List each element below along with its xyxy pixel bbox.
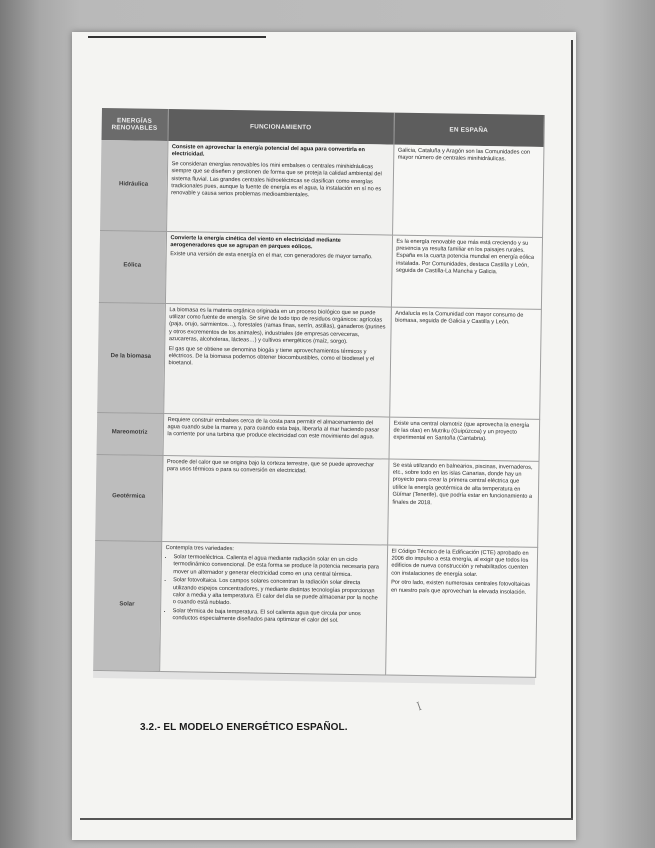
section-heading: 3.2.- EL MODELO ENERGÉTICO ESPAÑOL. — [140, 722, 348, 733]
spain-cell: Galicia, Cataluña y Aragón son las Comunidades con mayor número de centrales minihidráulicas. — [392, 145, 543, 237]
row-label: Hidráulica — [100, 140, 167, 231]
spain-cell: Existe una central olamotriz (que aprovecha la energía de las olas) en Mutriku (Guipúzcoa) y un proyecto experimental en Santoña (Cantabria). — [389, 417, 540, 461]
row-label: De la biomasa — [97, 302, 165, 413]
spain-cell: Se está utilizando en balnearios, piscinas, invernaderos, etc., sobre todo en las islas Canarias, donde hay un proyecto para crear la primera central eléctrica que utilice la energía geotérmica de alta temperatura en Güímar (Tenerife), que podría estar en funcionamiento a finales de 2018. — [387, 459, 538, 547]
func-cell: Requiere construir embalses cerca de la costa para permitir el almacenamiento del agua cuando sube la marea y, para cuando esta baja, liberarla al mar haciendo pasar la corriente por una turbina que produce electricidad con este movimiento del agua. — [163, 413, 390, 459]
page-edge-bottom — [80, 818, 573, 820]
list-item: • Solar térmica de baja temperatura. El sol calienta agua que circula por unos conductos especialmente diseñados para optimizar el calor del sol. — [172, 608, 381, 626]
header-en-espana: EN ESPAÑA — [393, 113, 543, 147]
func-cell — [163, 303, 391, 417]
solar-variety-list — [164, 554, 382, 626]
pencil-mark-icon: ꟾ — [416, 702, 424, 714]
row-label: Solar — [93, 540, 161, 671]
spain-cell: Es la energía renovable que más está creciendo y su presencia ya resulta familiar en los paisajes rurales. España es la cuarta potencia mundial en energía eólica instalada. Por Comunidades, destaca Castilla y León, seguida de Castilla-La Mancha y Galicia. — [391, 235, 542, 309]
renewable-energy-table — [93, 108, 544, 685]
page-edge-right — [571, 40, 573, 820]
row-label: Eólica — [99, 230, 166, 303]
func-p1: La biomasa es la materia orgánica originada en un proceso biológico que se puede utilizar como fuente de energía. Se sirve de todo tipo de residuos orgánicos: agrícolas (paja, orujo, sarmientos…), forestales (ramas finas, serrín, astillas), ganaderos (purines y otros excrementos de los animales), industriales (de empresas cerveceras, azucareras, alcoholeras, lácteas…) y cultivos energéticos (maíz, sorgo). — [168, 306, 386, 346]
func-cell — [159, 541, 387, 675]
list-item: • Solar termoeléctrica. Calienta el agua mediante radiación solar en un ciclo termodinámico convencional. De esta forma se produce la potencia necesaria para mover un alternador y generar electricidad como en una central térmica. — [173, 554, 382, 579]
table-row-biomasa — [97, 302, 541, 419]
row-label: Geotérmica — [95, 454, 162, 541]
table-row-geotermica — [95, 454, 538, 547]
func-text: Existe una versión de esta energía en el mar, con generadores de mayor tamaño. — [170, 251, 373, 261]
table-row-hidraulica — [100, 140, 543, 237]
func-text: Se consideran energías renovables los mini embalses o centrales minihidráulicas siempre que se diseñen y gestionen de forma que se proteja la calidad ambiental del sistema fluvial. Las grandes centrales hidroeléctricas se clasifican como energías tradicionales pues, aunque la fuente de energía es el agua, la instalación en sí no es renovable y causa serios problemas medioambientales. — [171, 160, 382, 199]
func-intro: Contempla tres variedades: — [165, 544, 235, 552]
func-cell: Procede del calor que se origina bajo la corteza terrestre, que se puede aprovechar para usos térmicos o para su conversión en electricidad. — [161, 455, 388, 545]
table-row-eolica — [99, 230, 542, 309]
table-row-mareomotriz — [97, 412, 540, 461]
spain-p1: El Código Técnico de la Edificación (CTE) aprobado en 2006 dio impulso a esta energía, al exigir que todos los edificios de nueva construcción y rehabilitados cuenten con instalaciones de energía solar. — [391, 548, 529, 578]
table-row-solar — [93, 540, 537, 677]
func-p2: El gas que se obtiene se denomina biogás y tiene aprovechamientos térmicos y eléctricos. De la biomasa podemos obtener biocombustibles, como el biodiesel y el bioetanol. — [168, 345, 375, 367]
func-highlight: Consiste en aprovechar la energía potencial del agua para convertirla en electricidad. — [171, 144, 365, 159]
func-highlight: Convierte la energía cinética del viento en electricidad mediante aerogeneradores que se agrupan en parques eólicos. — [170, 234, 341, 251]
header-energias: ENERGÍAS RENOVABLES — [101, 108, 167, 141]
spain-cell: Andalucía es la Comunidad con mayor consumo de biomasa, seguida de Galicia y Castilla y León. — [389, 307, 541, 419]
func-cell — [165, 231, 392, 307]
energy-table — [93, 108, 544, 677]
row-label: Mareomotriz — [97, 412, 164, 455]
list-item: • Solar fotovoltaica. Los campos solares concentran la radiación solar directa utilizando espejos concentradores, y mediante distintas tecnologías proporcionan calor a media y alta temperatura. El calor del día se puede almacenar por la noche o cuando está nublado. — [173, 577, 382, 610]
spain-cell — [385, 545, 537, 677]
top-rule — [88, 36, 266, 38]
spain-p2: Por otro lado, existen numerosas centrales fotovoltaicas en nuestro país que aprovechan la elevada insolación. — [390, 579, 531, 596]
header-funcionamiento: FUNCIONAMIENTO — [167, 109, 393, 145]
func-cell — [166, 141, 393, 235]
